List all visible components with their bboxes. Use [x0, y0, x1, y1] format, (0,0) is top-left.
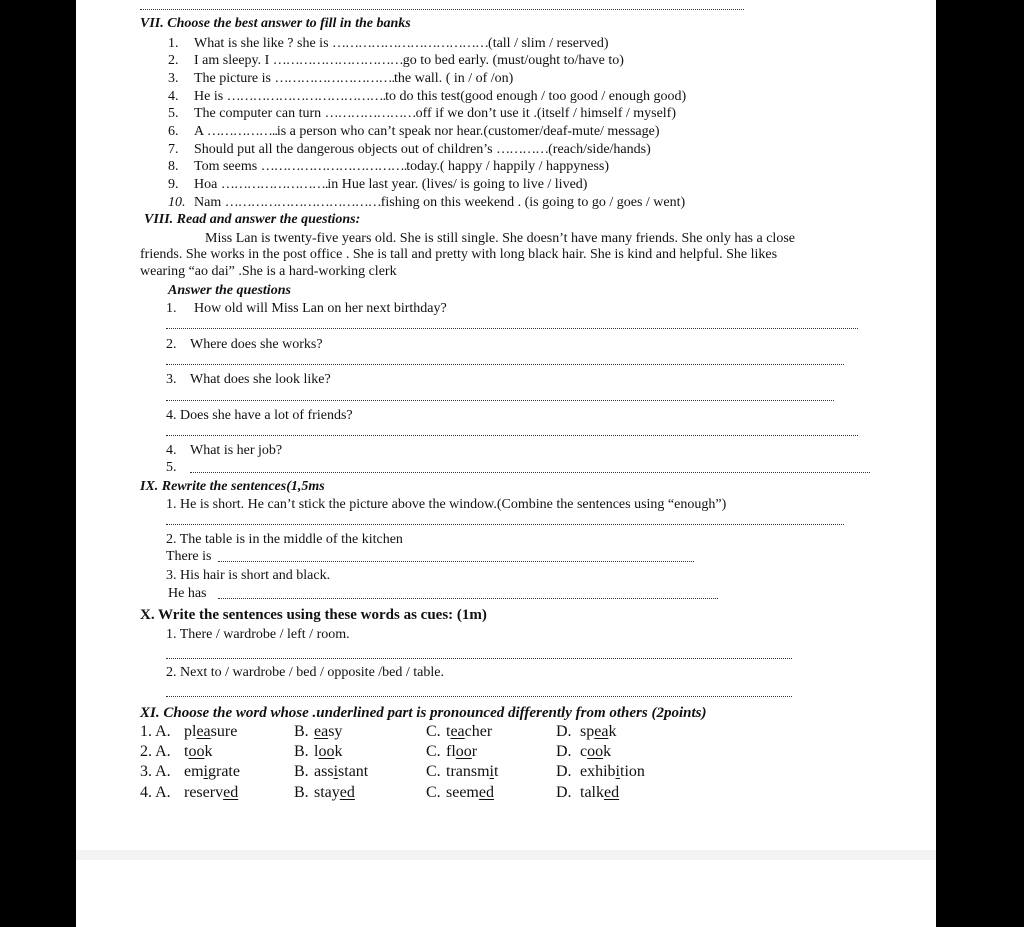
item-text: A — [194, 124, 204, 139]
underlined-part: ea — [196, 723, 211, 740]
item-text: is a person who can’t speak nor hear.(customer/deaf-mute/ message) — [276, 124, 660, 139]
answer-subtitle: Answer the questions — [168, 283, 291, 298]
option-label: B. — [294, 763, 309, 780]
section-10-title: X. Write the sentences using these words as cues: (1m) — [140, 607, 487, 623]
item-text: today.( happy / happily / happyness) — [406, 159, 610, 174]
section-11-title: XI. Choose the word whose .underlined part is pronounced differently from others (2points) — [140, 705, 707, 721]
rewrite-question: 3. His hair is short and black. — [166, 568, 331, 583]
item-text: I am sleepy. I — [194, 53, 270, 68]
cue-question: 1. There / wardrobe / left / room. — [166, 627, 350, 642]
fill-in-item — [194, 71, 513, 87]
question-number: 3. — [166, 372, 177, 387]
option-label: C. — [426, 723, 441, 740]
item-text: (tall / slim / reserved) — [488, 36, 609, 51]
cue-question: 2. Next to / wardrobe / bed / opposite /bed / table. — [166, 665, 444, 680]
option-word: talked — [580, 784, 620, 801]
answer-line — [166, 658, 792, 659]
passage-line-2: friends. She works in the post office . She is tall and pretty with long black hair. She is kind and helpful. She likes — [140, 247, 778, 262]
top-dotted-line — [140, 9, 744, 10]
option-label: C. — [426, 784, 441, 801]
rewrite-start: He has — [168, 586, 207, 601]
fill-in-item — [194, 106, 676, 122]
fill-in-item — [194, 195, 685, 211]
blank-space: ………………………… — [272, 53, 403, 68]
rewrite-start: There is — [166, 549, 212, 564]
item-text: off if we don’t use it .(itself / himself / myself) — [415, 106, 677, 121]
question-text: How old will Miss Lan on her next birthday? — [194, 301, 447, 316]
question-text: What does she look like? — [190, 372, 331, 387]
question-number: 1. — [166, 301, 177, 316]
option-label: B. — [294, 784, 309, 801]
item-text: Hoa — [194, 177, 218, 192]
underlined-part: oo — [455, 743, 472, 760]
answer-line — [166, 400, 834, 401]
item-number: 3. — [168, 71, 179, 86]
option-label: D. — [556, 723, 572, 740]
option-label: D. — [556, 784, 572, 801]
blank-space: ………………………………. — [226, 89, 386, 104]
item-number: 10. — [168, 195, 186, 210]
page-footer-band — [76, 850, 936, 860]
rewrite-question: 2. The table is in the middle of the kitchen — [166, 532, 403, 547]
item-text: Tom seems — [194, 159, 258, 174]
fill-in-item — [194, 53, 624, 69]
option-label: 3. A. — [140, 763, 171, 780]
option-label: B. — [294, 743, 309, 760]
option-word: cook — [580, 743, 612, 760]
fill-in-item — [194, 36, 609, 52]
underlined-part: ea — [594, 723, 609, 740]
question-number: 2. — [166, 337, 177, 352]
underlined-part: i — [203, 763, 208, 780]
blank-space: ……………………. — [220, 177, 328, 192]
item-number: 9. — [168, 177, 179, 192]
option-word: transmit — [446, 763, 499, 780]
question-number: 4. — [166, 443, 177, 458]
fill-in-item — [194, 89, 686, 105]
item-number: 2. — [168, 53, 179, 68]
answer-line — [218, 561, 694, 562]
option-word: teacher — [446, 723, 493, 740]
underlined-part: ed — [223, 784, 239, 801]
item-text: to do this test(good enough / too good / enough good) — [385, 89, 687, 104]
answer-line — [166, 328, 858, 329]
underlined-part: ed — [339, 784, 355, 801]
option-label: C. — [426, 763, 441, 780]
answer-line — [166, 435, 858, 436]
item-text: What is she like ? she is — [194, 36, 329, 51]
item-text: (reach/side/hands) — [548, 142, 651, 157]
item-text: the wall. ( in / of /on) — [393, 71, 514, 86]
item-text: fishing on this weekend . (is going to go / goes / went) — [380, 195, 686, 210]
option-label: D. — [556, 763, 572, 780]
blank-space: …………….. — [206, 124, 277, 139]
answer-line — [166, 696, 792, 697]
option-label: C. — [426, 743, 441, 760]
item-number: 6. — [168, 124, 179, 139]
option-word: reserved — [184, 784, 239, 801]
section-9-title: IX. Rewrite the sentences(1,5ms — [140, 479, 325, 494]
option-word: stayed — [314, 784, 355, 801]
option-word: pleasure — [184, 723, 238, 740]
underlined-part: ea — [314, 723, 329, 740]
blank-space: ………………… — [324, 106, 416, 121]
item-number: 7. — [168, 142, 179, 157]
option-label: 1. A. — [140, 723, 171, 740]
item-number: 8. — [168, 159, 179, 174]
option-word: floor — [446, 743, 478, 760]
question-text: What is her job? — [190, 443, 283, 458]
option-word: speak — [580, 723, 617, 740]
fill-in-item — [194, 159, 609, 175]
underlined-part: i — [333, 763, 339, 780]
option-word: exhibition — [580, 763, 645, 780]
underlined-part: ed — [478, 784, 494, 801]
option-label: 2. A. — [140, 743, 171, 760]
fill-in-item — [194, 124, 660, 140]
option-word: look — [314, 743, 343, 760]
underlined-part: oo — [587, 743, 604, 760]
blank-space: ………………………. — [274, 71, 394, 86]
section-8-title: VIII. Read and answer the questions: — [144, 212, 361, 227]
question-text: 4. Does she have a lot of friends? — [166, 408, 353, 423]
answer-line — [166, 364, 844, 365]
option-label: D. — [556, 743, 572, 760]
fill-in-item — [194, 142, 651, 158]
item-number: 5. — [168, 106, 179, 121]
answer-line — [218, 598, 718, 599]
option-label: B. — [294, 723, 309, 740]
underlined-part: i — [489, 763, 494, 780]
section-7-title: VII. Choose the best answer to fill in the banks — [140, 16, 411, 31]
item-text: The picture is — [194, 71, 271, 86]
blank-space: ………… — [496, 142, 549, 157]
question-text: Where does she works? — [190, 337, 323, 352]
passage-line-1: Miss Lan is twenty-five years old. She is still single. She doesn’t have many friends. She only has a close — [205, 231, 795, 246]
underlined-part: oo — [318, 743, 335, 760]
blank-space: ……………………………… — [224, 195, 381, 210]
answer-line — [166, 524, 844, 525]
item-text: in Hue last year. (lives/ is going to live / lived) — [327, 177, 588, 192]
option-word: seemed — [446, 784, 494, 801]
option-word: easy — [314, 723, 343, 740]
question-number: 5. — [166, 460, 177, 475]
option-word: emigrate — [184, 763, 240, 780]
option-word: took — [184, 743, 213, 760]
underlined-part: ed — [604, 784, 620, 801]
underlined-part: ea — [450, 723, 465, 740]
passage-line-3: wearing “ao dai” .She is a hard-working clerk — [140, 264, 397, 279]
underlined-part: oo — [188, 743, 205, 760]
item-text: go to bed early. (must/ought to/have to) — [402, 53, 624, 68]
blank-space: ……………………………. — [260, 159, 407, 174]
item-number: 4. — [168, 89, 179, 104]
item-text: Should put all the dangerous objects out of children’s — [194, 142, 493, 157]
option-label: 4. A. — [140, 784, 171, 801]
answer-line — [190, 472, 870, 473]
fill-in-item — [194, 177, 587, 193]
underlined-part: i — [615, 763, 620, 780]
item-text: The computer can turn — [194, 106, 322, 121]
item-number: 1. — [168, 36, 179, 51]
item-text: He is — [194, 89, 224, 104]
blank-space: ……………………………… — [332, 36, 489, 51]
item-text: Nam — [194, 195, 222, 210]
rewrite-question: 1. He is short. He can’t stick the picture above the window.(Combine the sentences using “enough”) — [166, 497, 727, 512]
option-word: assistant — [314, 763, 369, 780]
